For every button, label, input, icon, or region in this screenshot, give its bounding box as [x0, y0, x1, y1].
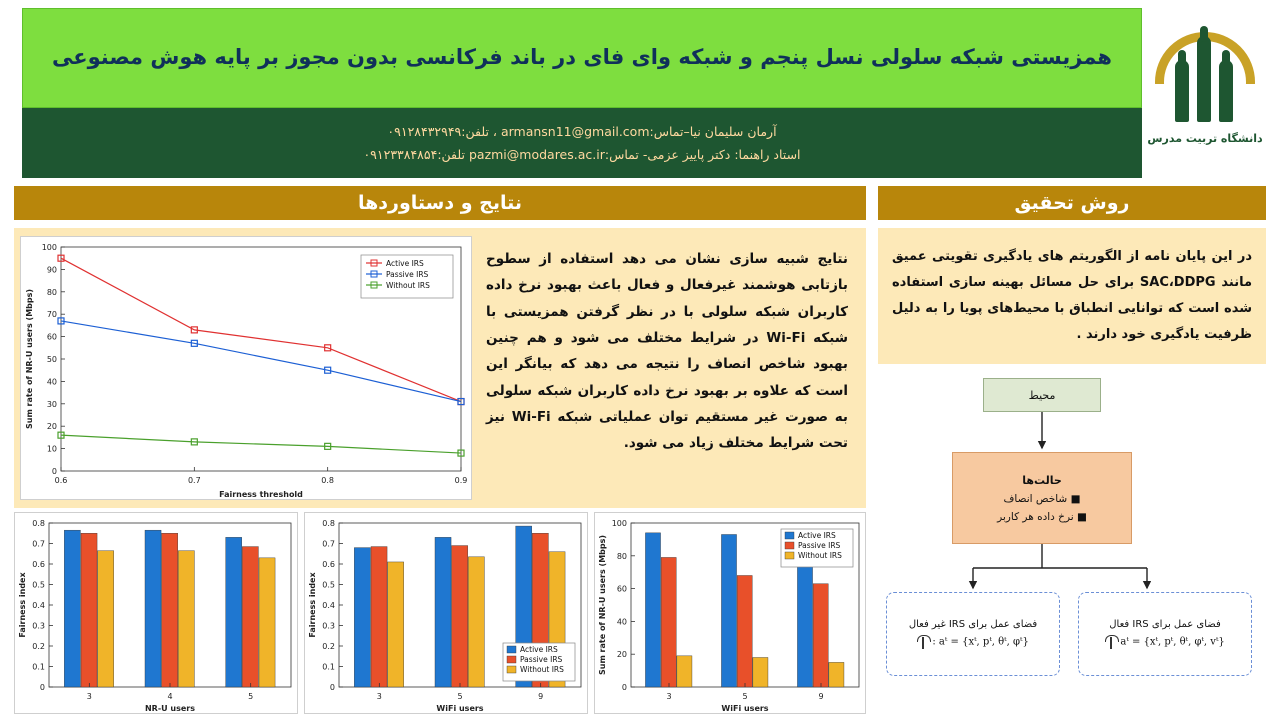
contact-author: آرمان سلیمان نیا–تماس:armansn11@gmail.com ، تلفن:۰۹۱۲۸۴۳۲۹۴۹	[387, 124, 777, 139]
flow-state-item-1-label: نرخ داده هر کاربر	[997, 510, 1074, 523]
antenna-icon	[917, 635, 929, 649]
svg-text:0.5: 0.5	[322, 580, 335, 590]
flow-node-action-active	[1078, 592, 1252, 676]
svg-text:3: 3	[86, 692, 92, 701]
method-paragraph: در این پایان نامه از الگوریتم های یادگیری تقویتی عمیق مانند SAC،DDPG برای حل مسائل بهینه سازی استفاده شده است که توانایی انطباق با محیط‌های پویا را به دلیل ظرفیت یادگیری خود دارند .	[878, 228, 1266, 364]
svg-text:9: 9	[538, 692, 544, 701]
chart-bar-fairness-wifi	[304, 512, 588, 714]
svg-text:0.1: 0.1	[32, 662, 45, 672]
svg-text:3: 3	[376, 692, 382, 701]
bottom-charts-row	[14, 512, 866, 714]
svg-text:0.7: 0.7	[322, 539, 335, 549]
contact-supervisor: استاد راهنما: دکتر پاییز عزمی- تماس:pazmi@modares.ac.ir تلفن:۰۹۱۲۳۳۸۴۸۵۴	[363, 147, 801, 162]
svg-text:5: 5	[457, 692, 463, 701]
svg-text:0: 0	[621, 683, 627, 692]
section-header-results: نتایج و دستاوردها	[14, 186, 866, 220]
svg-text:Fairness index: Fairness index	[308, 572, 317, 638]
page-title: همزیستی شبکه سلولی نسل پنجم و شبکه وای فای در باند فرکانسی بدون مجوز بر پایه هوش مصنوعی	[52, 45, 1112, 70]
svg-text:0: 0	[329, 683, 335, 692]
svg-text:Fairness threshold: Fairness threshold	[219, 490, 303, 499]
action-passive-equation	[917, 635, 1029, 649]
bar-chart-svg-wifi-sumrate	[595, 513, 867, 715]
university-logo	[1142, 6, 1268, 178]
svg-text:Without IRS: Without IRS	[386, 281, 430, 290]
svg-text:0.2: 0.2	[322, 642, 335, 651]
svg-text:5: 5	[248, 692, 254, 701]
svg-text:0.8: 0.8	[32, 519, 45, 528]
svg-text:0: 0	[39, 683, 45, 692]
svg-text:Without IRS: Without IRS	[798, 551, 842, 560]
results-top-panel	[14, 228, 866, 508]
svg-text:40: 40	[46, 377, 57, 387]
svg-text:70: 70	[46, 310, 57, 320]
svg-text:Passive IRS: Passive IRS	[386, 270, 429, 279]
svg-text:5: 5	[742, 692, 748, 701]
svg-text:0.3: 0.3	[32, 621, 45, 631]
logo-art-icon	[1149, 6, 1261, 138]
tulip-left-icon	[1175, 60, 1189, 122]
svg-text:90: 90	[46, 265, 57, 275]
section-header-method: روش تحقیق	[878, 186, 1266, 220]
svg-text:0.8: 0.8	[322, 519, 335, 528]
tulip-center-icon	[1197, 36, 1211, 122]
svg-text:Passive IRS: Passive IRS	[798, 541, 841, 550]
logo-caption: دانشگاه تربیت مدرس	[1147, 132, 1263, 145]
flow-state-item-1: ■ نرخ داده هر کاربر	[997, 510, 1087, 523]
flow-node-states	[952, 452, 1132, 544]
svg-text:100: 100	[611, 519, 627, 528]
svg-text:0.7: 0.7	[187, 476, 201, 485]
svg-text:Without IRS: Without IRS	[520, 665, 564, 674]
svg-text:60: 60	[616, 584, 627, 594]
svg-text:3: 3	[666, 692, 672, 701]
chart-bar-sumrate-wifi	[594, 512, 866, 714]
svg-text:Active IRS: Active IRS	[386, 259, 424, 268]
svg-text:30: 30	[46, 399, 57, 409]
svg-text:0.5: 0.5	[32, 580, 45, 590]
svg-text:0.4: 0.4	[32, 601, 45, 610]
svg-text:20: 20	[616, 650, 627, 660]
svg-text:0.7: 0.7	[32, 539, 45, 549]
svg-text:9: 9	[818, 692, 824, 701]
flow-node-action-passive	[886, 592, 1060, 676]
svg-text:Sum rate of NR-U users (Mbps): Sum rate of NR-U users (Mbps)	[598, 534, 607, 676]
svg-text:Sum rate of NR-U users (Mbps): Sum rate of NR-U users (Mbps)	[25, 288, 34, 430]
svg-text:0.2: 0.2	[32, 642, 45, 651]
svg-text:0.6: 0.6	[322, 560, 335, 569]
chart-bar-fairness-nru	[14, 512, 298, 714]
svg-text:Active IRS: Active IRS	[798, 531, 836, 540]
flow-state-item-0: ■ شاخص انصاف	[1003, 492, 1081, 505]
svg-text:0.9: 0.9	[454, 476, 468, 485]
results-column	[14, 228, 866, 714]
svg-text:0.6: 0.6	[54, 476, 68, 485]
action-active-equation-text: aᵗ = {xᵗ, pᵗ, θᵗ, φᵗ, vᵗ}	[1120, 636, 1225, 648]
svg-text:40: 40	[616, 617, 627, 627]
method-column	[878, 228, 1266, 714]
svg-text:Active IRS: Active IRS	[520, 645, 558, 654]
line-chart-svg	[21, 237, 473, 501]
flow-node-environment: محیط	[983, 378, 1101, 412]
header-band	[22, 8, 1142, 108]
bar-chart-svg-nru	[15, 513, 299, 715]
svg-text:0.8: 0.8	[321, 476, 335, 485]
svg-text:80: 80	[46, 287, 57, 297]
chart-line-fairness-threshold	[20, 236, 472, 500]
flow-states-header: حالت‌ها	[1022, 473, 1062, 487]
svg-text:WiFi users: WiFi users	[721, 704, 769, 713]
action-active-equation	[1105, 635, 1225, 649]
svg-text:20: 20	[46, 422, 57, 432]
svg-text:60: 60	[46, 332, 57, 342]
flow-state-item-0-label: شاخص انصاف	[1003, 492, 1068, 505]
bar-chart-svg-wifi-fairness	[305, 513, 589, 715]
action-passive-label: فضای عمل برای IRS غیر فعال	[908, 619, 1038, 630]
action-active-label: فضای عمل برای IRS فعال	[1109, 619, 1221, 630]
svg-text:Passive IRS: Passive IRS	[520, 655, 563, 664]
svg-text:0.1: 0.1	[322, 662, 335, 672]
svg-text:50: 50	[46, 355, 57, 364]
svg-text:0.6: 0.6	[32, 560, 45, 569]
antenna-icon	[1105, 635, 1117, 649]
action-passive-equation-text: : aᵗ = {xᵗ, pᵗ, θᵗ, φᵗ}	[932, 636, 1029, 648]
results-paragraph: نتایج شبیه سازی نشان می دهد استفاده از سطوح بازتابی هوشمند غیرفعال و فعال باعث بهبود نرخ داده کاربران شبکه سلولی با در نظر گرفتن همزیستی با شبکه Wi-Fi در شرایط مختلف می شود و هم چنین بهبود شاخص انصاف را نتیجه می دهد که بیانگر این است که علاوه بر بهبود نرخ داده کاربران شبکه سلولی به صورت غیر مستقیم توان عملیاتی شبکه Wi-Fi نیز تحت شرایط مختلف زیاد می شود.	[486, 251, 849, 452]
svg-text:0: 0	[51, 467, 57, 476]
svg-text:Fairness index: Fairness index	[18, 572, 27, 638]
svg-text:0.3: 0.3	[322, 621, 335, 631]
contact-band	[22, 108, 1142, 178]
method-flow-diagram	[878, 378, 1266, 698]
svg-text:100: 100	[41, 243, 57, 252]
tulip-right-icon	[1219, 60, 1233, 122]
svg-text:10: 10	[46, 444, 57, 454]
svg-text:80: 80	[616, 551, 627, 561]
svg-text:0.4: 0.4	[322, 601, 335, 610]
svg-text:NR-U users: NR-U users	[144, 704, 196, 713]
svg-text:WiFi users: WiFi users	[436, 704, 484, 713]
svg-text:4: 4	[167, 692, 173, 701]
